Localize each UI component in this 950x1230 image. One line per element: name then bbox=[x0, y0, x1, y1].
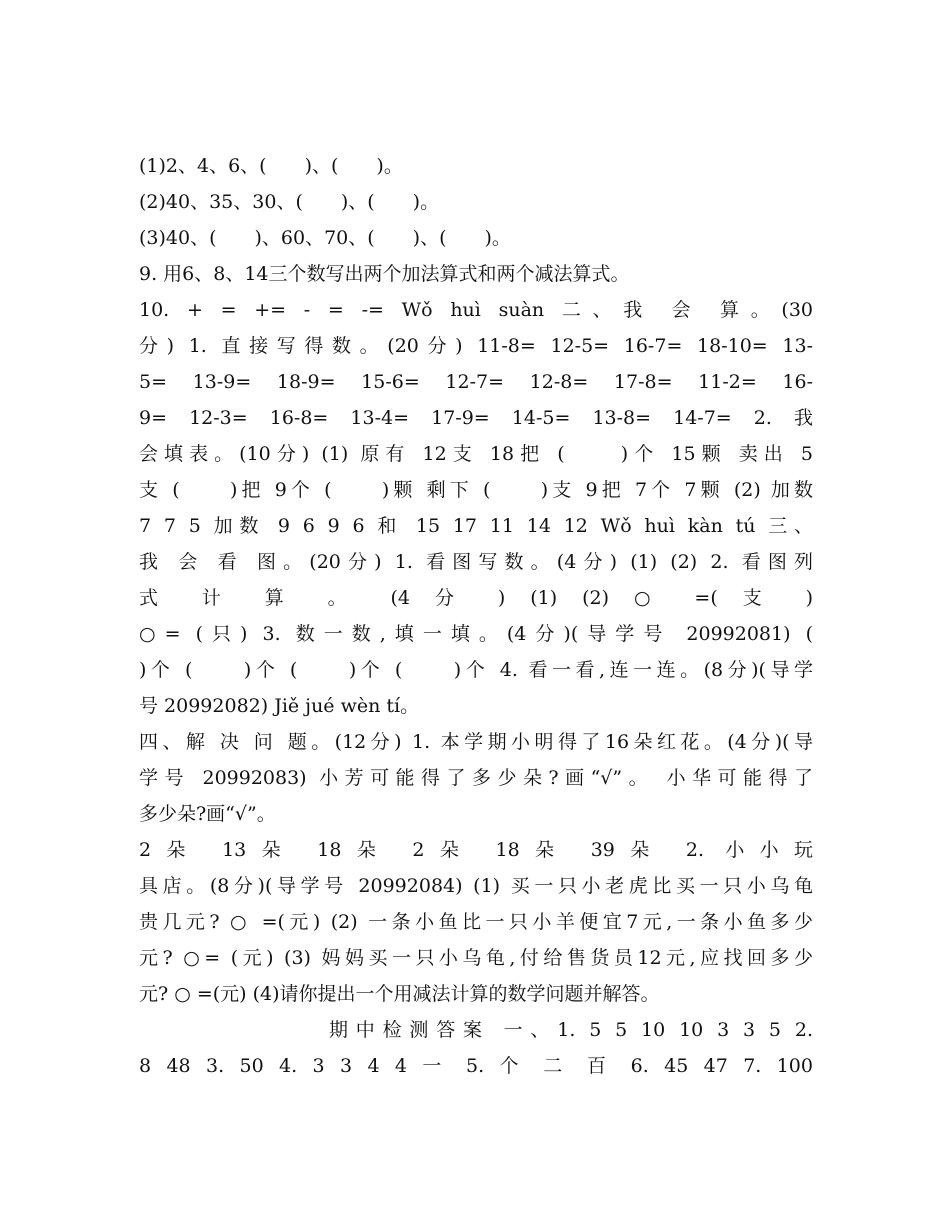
text-line: (3)40、( )、60、70、( )、( )。 bbox=[139, 227, 511, 249]
text-line: 会填表。(10分) (1) 原有 12支 18把 ( )个 15颗 卖出 5 bbox=[139, 443, 813, 465]
text-line: 学号 20992083) 小芳可能得了多少朵?画“√”。 小华可能得了 bbox=[139, 767, 813, 789]
text-line: 2朵 13朵 18朵 2朵 18朵 39朵 2. 小小玩 bbox=[139, 839, 813, 861]
text-line: 8 48 3. 50 4. 3 3 4 4 一 5. 个 二 百 6. 45 47 7. 100 bbox=[139, 1055, 813, 1077]
text-line: 支 ( )把 9个 ( )颗 剩下 ( )支 9把 7个 7颗 (2) 加数 bbox=[139, 479, 813, 501]
text-line: 分) 1. 直接写得数。(20分) 11-8= 12-5= 16-7= 18-10= 13- bbox=[139, 335, 813, 357]
text-line: 号 20992082) Jiě jué wèn tí。 bbox=[139, 695, 420, 717]
text-line: 9. 用6、8、14三个数写出两个加法算式和两个减法算式。 bbox=[139, 263, 630, 285]
text-line: )个 ( )个 ( )个 ( )个 4. 看一看,连一连。(8分)(导学 bbox=[139, 659, 813, 681]
text-line: 多少朵?画“√”。 bbox=[139, 803, 276, 825]
text-line: 5= 13-9= 18-9= 15-6= 12-7= 12-8= 17-8= 11-2= 16- bbox=[139, 371, 813, 393]
text-line: (2)40、35、30、( )、( )。 bbox=[139, 191, 440, 213]
text-line: 9= 12-3= 16-8= 13-4= 17-9= 14-5= 13-8= 14-7= 2. 我 bbox=[139, 407, 813, 429]
text-line: 7 7 5 加数 9 6 9 6 和 15 17 11 14 12 Wǒ huì kàn tú 三、 bbox=[139, 515, 813, 537]
text-line: 具店。(8分)(导学号 20992084) (1) 买一只小老虎比买一只小乌龟 bbox=[139, 875, 813, 897]
text-line: 10. + = += - = -= Wǒ huì suàn 二、我 会 算。(30 bbox=[139, 299, 813, 321]
text-line: 我 会 看 图。(20分) 1. 看图写数。(4分) (1) (2) 2. 看图列 bbox=[139, 551, 813, 573]
text-line: 元? ○= (元) (3) 妈妈买一只小乌龟,付给售货员12元,应找回多少 bbox=[139, 947, 813, 969]
text-line: 元? ○ =(元) (4)请你提出一个用减法计算的数学问题并解答。 bbox=[139, 983, 660, 1005]
text-line: (1)2、4、6、( )、( )。 bbox=[139, 155, 403, 177]
text-line: 式 计 算 。 (4 分 ) (1) (2) ○ =( 支 ) bbox=[139, 587, 813, 609]
text-line: 期中检测答案 一、1. 5 5 10 10 3 3 5 2. bbox=[329, 1019, 813, 1041]
text-line: 四、解 决 问 题。(12分) 1. 本学期小明得了16朵红花。(4分)(导 bbox=[139, 731, 813, 753]
text-line: ○= (只) 3. 数一数,填一填。(4分)(导学号 20992081) ( bbox=[139, 623, 813, 645]
text-line: 贵几元? ○ =(元) (2) 一条小鱼比一只小羊便宜7元,一条小鱼多少 bbox=[139, 911, 813, 933]
document-page bbox=[139, 148, 813, 1084]
